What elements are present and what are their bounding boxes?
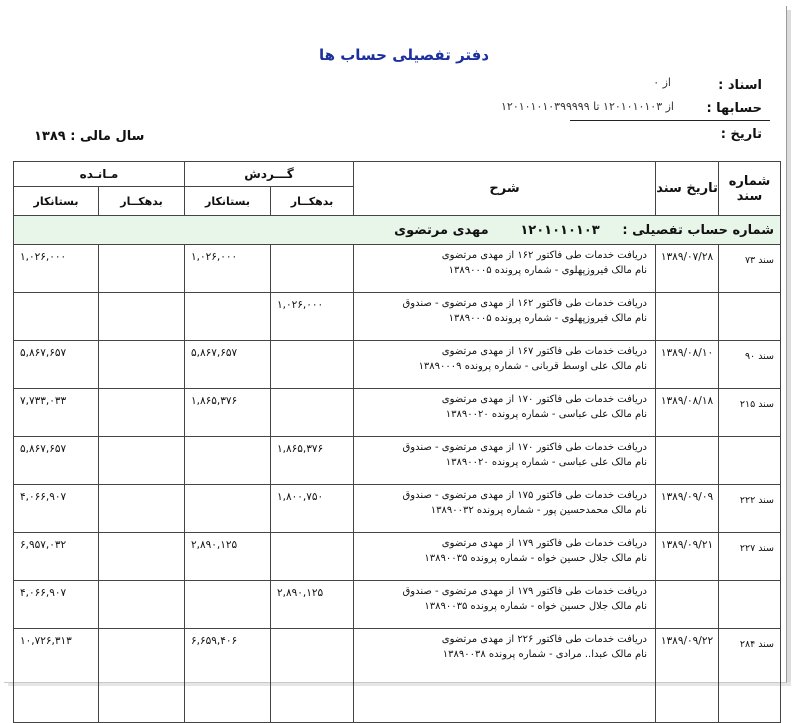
- balance-debit: [99, 245, 185, 293]
- table-row: [14, 293, 781, 341]
- doc-number: [719, 437, 781, 485]
- fiscal-year: سال مالی : ۱۳۸۹: [34, 129, 145, 144]
- balance-credit: ۶,۹۵۷,۰۳۲: [14, 533, 99, 581]
- description-line-2: نام مالک جلال حسین خواه - شماره پرونده ۱۳۸۹۰۰۳۵: [424, 553, 648, 564]
- table-row: [14, 533, 781, 581]
- description: [354, 437, 656, 485]
- doc-date: ۱۳۸۹/۰۹/۰۹: [656, 485, 719, 533]
- description-line-2: نام مالک عبدا.. مرادی - شماره پرونده ۱۳۸۹۰۰۳۸: [442, 649, 648, 660]
- description: [354, 245, 656, 293]
- description: [354, 341, 656, 389]
- doc-number: سند ۷۳: [719, 245, 781, 293]
- description-line-2: نام مالک جلال حسین خواه - شماره پرونده ۱۳۸۹۰۰۳۵: [424, 601, 648, 612]
- description: [354, 485, 656, 533]
- account-group-code: ۱۲۰۱۰۱۰۱۰۳: [520, 222, 600, 238]
- col-turnover: گـــردش: [185, 162, 354, 187]
- turnover-credit: [185, 437, 271, 485]
- balance-credit: ۱,۰۲۶,۰۰۰: [14, 245, 99, 293]
- doc-number: سند ۲۱۵: [719, 389, 781, 437]
- turnover-debit: ۱,۸۰۰,۷۵۰: [271, 485, 354, 533]
- turnover-credit: ۱,۰۲۶,۰۰۰: [185, 245, 271, 293]
- doc-date: ۱۳۸۹/۰۹/۲۲: [656, 629, 719, 723]
- balance-debit: [99, 389, 185, 437]
- account-group-label: شماره حساب تفصیلی :: [622, 222, 775, 238]
- description-line-1: دریافت خدمات طی فاکتور ۱۶۷ از مهدی مرتضوی: [441, 346, 648, 357]
- date-label: تاریخ :: [720, 127, 762, 142]
- col-doc-date: تاریخ سند: [656, 162, 719, 216]
- turnover-credit: ۶,۶۵۹,۴۰۶: [185, 629, 271, 723]
- col-description: شرح: [354, 162, 656, 216]
- description-line-1: دریافت خدمات طی فاکتور ۱۷۹ از مهدی مرتضوی - صندوق: [402, 586, 648, 597]
- doc-date: ۱۳۸۹/۰۹/۲۱: [656, 533, 719, 581]
- doc-number: سند ۲۸۴: [719, 629, 781, 723]
- description-line-2: نام مالک علی عباسی - شماره پرونده ۱۳۸۹۰۰۲۰: [445, 409, 648, 420]
- description-line-2: نام مالک فیروزپهلوی - شماره پرونده ۱۳۸۹۰۰۰۵: [448, 265, 648, 276]
- balance-credit: ۵,۸۶۷,۶۵۷: [14, 437, 99, 485]
- description-line-1: دریافت خدمات طی فاکتور ۲۲۶ از مهدی مرتضوی: [441, 634, 648, 645]
- description-line-2: نام مالک علی اوسط قربانی - شماره پرونده ۱۳۸۹۰۰۰۹: [418, 361, 648, 372]
- col-doc-no: شماره سند: [719, 162, 781, 216]
- table-row: [14, 437, 781, 485]
- balance-credit: ۵,۸۶۷,۶۵۷: [14, 341, 99, 389]
- turnover-credit: ۲,۸۹۰,۱۲۵: [185, 533, 271, 581]
- doc-date: ۱۳۸۹/۰۸/۱۸: [656, 389, 719, 437]
- description: [354, 629, 656, 723]
- accounts-value: از ۱۲۰۱۰۱۰۱۰۳ تا ۱۲۰۱۰۱۰۱۰۳۹۹۹۹۹: [501, 100, 674, 113]
- turnover-debit: [271, 341, 354, 389]
- balance-debit: [99, 341, 185, 389]
- description-line-1: دریافت خدمات طی فاکتور ۱۷۰ از مهدی مرتضوی - صندوق: [402, 442, 648, 453]
- report-title: دفتر تفصیلی حساب ها: [318, 46, 490, 64]
- header-rule: [570, 120, 770, 121]
- balance-debit: [99, 437, 185, 485]
- table-row: [14, 629, 781, 723]
- description: [354, 293, 656, 341]
- col-balance: مـانـده: [14, 162, 185, 187]
- accounts-label: حسابها :: [706, 101, 762, 116]
- turnover-credit: ۱,۸۶۵,۳۷۶: [185, 389, 271, 437]
- description-line-2: نام مالک علی عباسی - شماره پرونده ۱۳۸۹۰۰۲۰: [445, 457, 648, 468]
- balance-debit: [99, 533, 185, 581]
- balance-debit: [99, 485, 185, 533]
- balance-credit: ۷,۷۳۳,۰۳۳: [14, 389, 99, 437]
- turnover-debit: [271, 389, 354, 437]
- doc-date: [656, 581, 719, 629]
- doc-number: [719, 581, 781, 629]
- account-group-name: مهدی مرتضوی: [394, 222, 489, 238]
- col-balance-debit: بدهکــار: [99, 187, 185, 216]
- description: [354, 389, 656, 437]
- doc-date: [656, 293, 719, 341]
- balance-credit: ۴,۰۶۶,۹۰۷: [14, 485, 99, 533]
- description-line-1: دریافت خدمات طی فاکتور ۱۷۰ از مهدی مرتضوی: [441, 394, 648, 405]
- col-turnover-debit: بدهکــار: [271, 187, 354, 216]
- table-row: [14, 485, 781, 533]
- description-line-2: نام مالک محمدحسین پور - شماره پرونده ۱۳۸۹۰۰۳۲: [430, 505, 648, 516]
- col-turnover-credit: بستانکار: [185, 187, 271, 216]
- doc-date: [656, 437, 719, 485]
- balance-debit: [99, 629, 185, 723]
- doc-number: سند ۲۲۲: [719, 485, 781, 533]
- balance-credit: [14, 293, 99, 341]
- table-row: [14, 389, 781, 437]
- col-balance-credit: بستانکار: [14, 187, 99, 216]
- description-line-2: نام مالک فیروزپهلوی - شماره پرونده ۱۳۸۹۰۰۰۵: [448, 313, 648, 324]
- balance-debit: [99, 293, 185, 341]
- description: [354, 581, 656, 629]
- table-row: [14, 245, 781, 293]
- doc-number: سند ۲۲۷: [719, 533, 781, 581]
- table-row: [14, 341, 781, 389]
- doc-date: ۱۳۸۹/۰۸/۱۰: [656, 341, 719, 389]
- report-page: [4, 6, 787, 683]
- balance-credit: ۴,۰۶۶,۹۰۷: [14, 581, 99, 629]
- ledger-table: [13, 161, 781, 723]
- turnover-debit: [271, 629, 354, 723]
- doc-number: سند ۹۰: [719, 341, 781, 389]
- balance-credit: ۱۰,۷۲۶,۳۱۳: [14, 629, 99, 723]
- turnover-debit: ۱,۰۲۶,۰۰۰: [271, 293, 354, 341]
- turnover-credit: [185, 485, 271, 533]
- docs-label: اسناد :: [718, 78, 762, 93]
- description-line-1: دریافت خدمات طی فاکتور ۱۷۵ از مهدی مرتضوی - صندوق: [402, 490, 648, 501]
- description: [354, 533, 656, 581]
- turnover-debit: ۱,۸۶۵,۳۷۶: [271, 437, 354, 485]
- turnover-credit: [185, 293, 271, 341]
- description-line-1: دریافت خدمات طی فاکتور ۱۷۹ از مهدی مرتضوی: [441, 538, 648, 549]
- balance-debit: [99, 581, 185, 629]
- description-line-1: دریافت خدمات طی فاکتور ۱۶۲ از مهدی مرتضوی - صندوق: [402, 298, 648, 309]
- docs-value: از ۰: [653, 76, 671, 89]
- turnover-debit: ۲,۸۹۰,۱۲۵: [271, 581, 354, 629]
- doc-date: ۱۳۸۹/۰۷/۲۸: [656, 245, 719, 293]
- turnover-debit: [271, 533, 354, 581]
- turnover-debit: [271, 245, 354, 293]
- account-group-row: [14, 216, 781, 245]
- table-row: [14, 581, 781, 629]
- turnover-credit: ۵,۸۶۷,۶۵۷: [185, 341, 271, 389]
- turnover-credit: [185, 581, 271, 629]
- description-line-1: دریافت خدمات طی فاکتور ۱۶۲ از مهدی مرتضوی: [441, 250, 648, 261]
- doc-number: [719, 293, 781, 341]
